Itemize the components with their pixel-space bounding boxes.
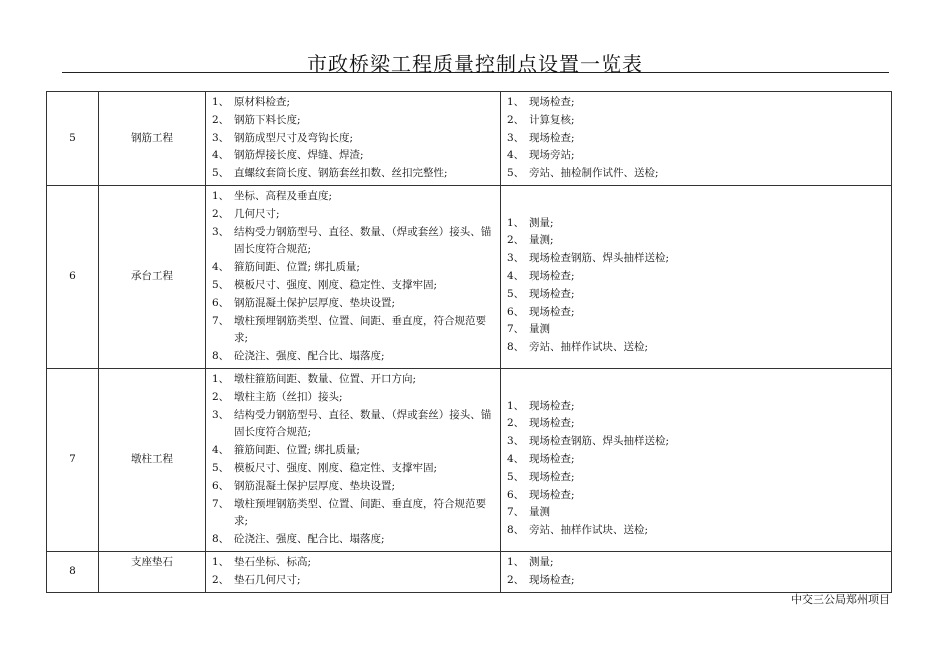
item-text: 墩柱预埋钢筋类型、位置、间距、垂直度，符合规范要求;	[234, 497, 486, 528]
item-text: 箍筋间距、位置; 绑扎质量;	[234, 444, 360, 457]
item-text: 模板尺寸、强度、刚度、稳定性、支撑牢固;	[234, 278, 438, 291]
control-point-item	[212, 188, 494, 206]
inspection-method-item	[507, 321, 885, 339]
item-text: 几何尺寸;	[234, 207, 280, 220]
control-points-cell	[206, 368, 501, 551]
item-number: 1、	[212, 96, 230, 108]
table-row	[47, 185, 892, 368]
inspection-methods-cell	[501, 92, 892, 186]
item-number: 8、	[507, 524, 525, 537]
control-point-item	[212, 94, 494, 112]
item-text: 量测	[529, 323, 550, 336]
item-text: 钢筋下料长度;	[234, 113, 301, 126]
work-item-name: 支座垫石	[99, 551, 206, 592]
inspection-methods-cell	[501, 551, 892, 592]
item-number: 8、	[212, 533, 230, 546]
item-text: 现场检查;	[529, 270, 575, 283]
control-point-item	[212, 277, 494, 295]
item-number: 1、	[507, 555, 525, 568]
item-text: 现场检查;	[529, 453, 575, 466]
item-number: 4、	[212, 149, 230, 162]
item-number: 7、	[507, 323, 525, 336]
control-point-item	[212, 259, 494, 277]
item-text: 砼浇注、强度、配合比、塌落度;	[234, 350, 385, 363]
inspection-method-item	[507, 286, 885, 304]
item-text: 测量;	[529, 216, 554, 229]
inspection-method-item	[507, 522, 885, 540]
inspection-method-item	[507, 94, 885, 112]
inspection-method-item	[507, 504, 885, 522]
item-number: 1、	[212, 555, 230, 568]
inspection-method-item	[507, 232, 885, 250]
item-text: 结构受力钢筋型号、直径、数量、（焊或套丝）接头、锚固长度符合规范;	[234, 408, 492, 439]
item-text: 测量;	[529, 555, 554, 568]
item-number: 3、	[212, 131, 230, 144]
item-number: 3、	[507, 131, 525, 144]
item-text: 旁站、抽样作试块、送检;	[529, 341, 649, 354]
item-number: 2、	[507, 573, 525, 586]
work-item-name: 墩柱工程	[99, 368, 206, 551]
item-number: 1、	[507, 96, 525, 108]
control-point-item	[212, 295, 494, 313]
item-text: 现场检查;	[529, 488, 575, 501]
item-number: 5、	[212, 167, 230, 180]
item-number: 7、	[212, 314, 230, 327]
inspection-method-item	[507, 250, 885, 268]
item-number: 3、	[212, 408, 230, 421]
item-text: 箍筋间距、位置; 绑扎质量;	[234, 261, 360, 274]
control-points-cell	[206, 551, 501, 592]
inspection-method-item	[507, 469, 885, 487]
control-point-item	[212, 407, 494, 443]
item-text: 直螺纹套筒长度、钢筋套丝扣数、丝扣完整性;	[234, 167, 448, 180]
item-text: 现场旁站;	[529, 149, 575, 162]
item-text: 现场检查;	[529, 399, 575, 412]
inspection-method-item	[507, 433, 885, 451]
inspection-method-item	[507, 554, 885, 572]
inspection-method-item	[507, 112, 885, 130]
item-text: 计算复核;	[529, 113, 575, 126]
control-point-item	[212, 371, 494, 389]
item-number: 6、	[212, 296, 230, 309]
control-point-item	[212, 130, 494, 148]
item-number: 6、	[212, 479, 230, 492]
item-text: 旁站、抽检制作试件、送检;	[529, 167, 659, 180]
control-points-cell	[206, 92, 501, 186]
item-number: 5、	[212, 461, 230, 474]
item-number: 7、	[212, 497, 230, 510]
control-point-item	[212, 572, 494, 590]
inspection-method-item	[507, 451, 885, 469]
title-underline	[62, 72, 889, 73]
item-number: 2、	[212, 573, 230, 586]
item-number: 2、	[507, 417, 525, 430]
control-point-item	[212, 478, 494, 496]
inspection-method-item	[507, 268, 885, 286]
item-text: 现场检查;	[529, 287, 575, 300]
item-text: 墩柱预埋钢筋类型、位置、间距、垂直度，符合规范要求;	[234, 314, 486, 345]
item-number: 2、	[507, 234, 525, 247]
inspection-method-item	[507, 339, 885, 357]
inspection-method-item	[507, 572, 885, 590]
item-number: 4、	[212, 444, 230, 457]
item-text: 量测	[529, 506, 550, 519]
item-number: 5、	[212, 278, 230, 291]
item-number: 2、	[212, 113, 230, 126]
control-points-cell	[206, 185, 501, 368]
control-point-item	[212, 206, 494, 224]
item-number: 5、	[507, 287, 525, 300]
item-number: 6、	[507, 488, 525, 501]
control-point-item	[212, 442, 494, 460]
control-point-item	[212, 389, 494, 407]
inspection-methods-cell	[501, 185, 892, 368]
item-text: 墩柱箍筋间距、数量、位置、开口方向;	[234, 372, 417, 385]
item-number: 6、	[507, 305, 525, 318]
item-number: 7、	[507, 506, 525, 519]
item-number: 4、	[507, 270, 525, 283]
item-number: 3、	[507, 435, 525, 448]
work-item-name: 承台工程	[99, 185, 206, 368]
item-text: 坐标、高程及垂直度;	[234, 189, 333, 202]
item-text: 现场检查;	[529, 305, 575, 318]
inspection-method-item	[507, 165, 885, 183]
inspection-method-item	[507, 215, 885, 233]
page-title: 市政桥梁工程质量控制点设置一览表	[307, 52, 643, 76]
control-point-item	[212, 496, 494, 532]
table-row	[47, 368, 892, 551]
item-text: 模板尺寸、强度、刚度、稳定性、支撑牢固;	[234, 461, 438, 474]
item-number: 1、	[212, 372, 230, 385]
inspection-method-item	[507, 130, 885, 148]
control-point-item	[212, 165, 494, 183]
item-number: 5、	[507, 470, 525, 483]
item-text: 量测;	[529, 234, 554, 247]
item-text: 垫石坐标、标高;	[234, 555, 312, 568]
control-point-item	[212, 313, 494, 349]
item-text: 原材料检查;	[234, 96, 291, 108]
control-point-item	[212, 348, 494, 366]
control-point-item	[212, 531, 494, 549]
row-number: 8	[47, 551, 99, 592]
item-text: 钢筋焊接长度、焊缝、焊渣;	[234, 149, 364, 162]
item-number: 1、	[507, 399, 525, 412]
table-row	[47, 92, 892, 186]
item-number: 8、	[507, 341, 525, 354]
row-number: 7	[47, 368, 99, 551]
control-point-item	[212, 460, 494, 478]
item-text: 结构受力钢筋型号、直径、数量、（焊或套丝）接头、锚固长度符合规范;	[234, 225, 492, 256]
item-number: 3、	[212, 225, 230, 238]
item-number: 4、	[507, 149, 525, 162]
item-number: 8、	[212, 350, 230, 363]
item-number: 3、	[507, 252, 525, 265]
control-point-item	[212, 224, 494, 260]
row-number: 6	[47, 185, 99, 368]
item-number: 2、	[212, 390, 230, 403]
inspection-method-item	[507, 147, 885, 165]
footer-org: 中交三公局郑州项目	[791, 593, 890, 606]
control-point-item	[212, 112, 494, 130]
item-number: 1、	[507, 216, 525, 229]
inspection-methods-cell	[501, 368, 892, 551]
item-text: 钢筋混凝土保护层厚度、垫块设置;	[234, 296, 396, 309]
work-item-name: 钢筋工程	[99, 92, 206, 186]
item-text: 垫石几何尺寸;	[234, 573, 301, 586]
item-text: 旁站、抽样作试块、送检;	[529, 524, 649, 537]
item-number: 5、	[507, 167, 525, 180]
item-number: 2、	[212, 207, 230, 220]
item-number: 1、	[212, 189, 230, 202]
item-text: 钢筋混凝土保护层厚度、垫块设置;	[234, 479, 396, 492]
item-number: 4、	[212, 261, 230, 274]
item-text: 现场检查;	[529, 573, 575, 586]
item-text: 现场检查钢筋、焊头抽样送检;	[529, 435, 670, 448]
inspection-method-item	[507, 487, 885, 505]
item-text: 钢筋成型尺寸及弯钩长度;	[234, 131, 354, 144]
quality-control-table	[46, 91, 892, 593]
table-row	[47, 551, 892, 592]
inspection-method-item	[507, 415, 885, 433]
row-number: 5	[47, 92, 99, 186]
inspection-method-item	[507, 304, 885, 322]
item-text: 现场检查;	[529, 470, 575, 483]
item-number: 2、	[507, 113, 525, 126]
item-number: 4、	[507, 453, 525, 466]
table-body	[47, 92, 892, 593]
item-text: 现场检查;	[529, 131, 575, 144]
inspection-method-item	[507, 398, 885, 416]
item-text: 现场检查钢筋、焊头抽样送检;	[529, 252, 670, 265]
item-text: 墩柱主筋（丝扣）接头;	[234, 390, 343, 403]
item-text: 现场检查;	[529, 417, 575, 430]
control-point-item	[212, 554, 494, 572]
item-text: 现场检查;	[529, 96, 575, 108]
control-point-item	[212, 147, 494, 165]
item-text: 砼浇注、强度、配合比、塌落度;	[234, 533, 385, 546]
